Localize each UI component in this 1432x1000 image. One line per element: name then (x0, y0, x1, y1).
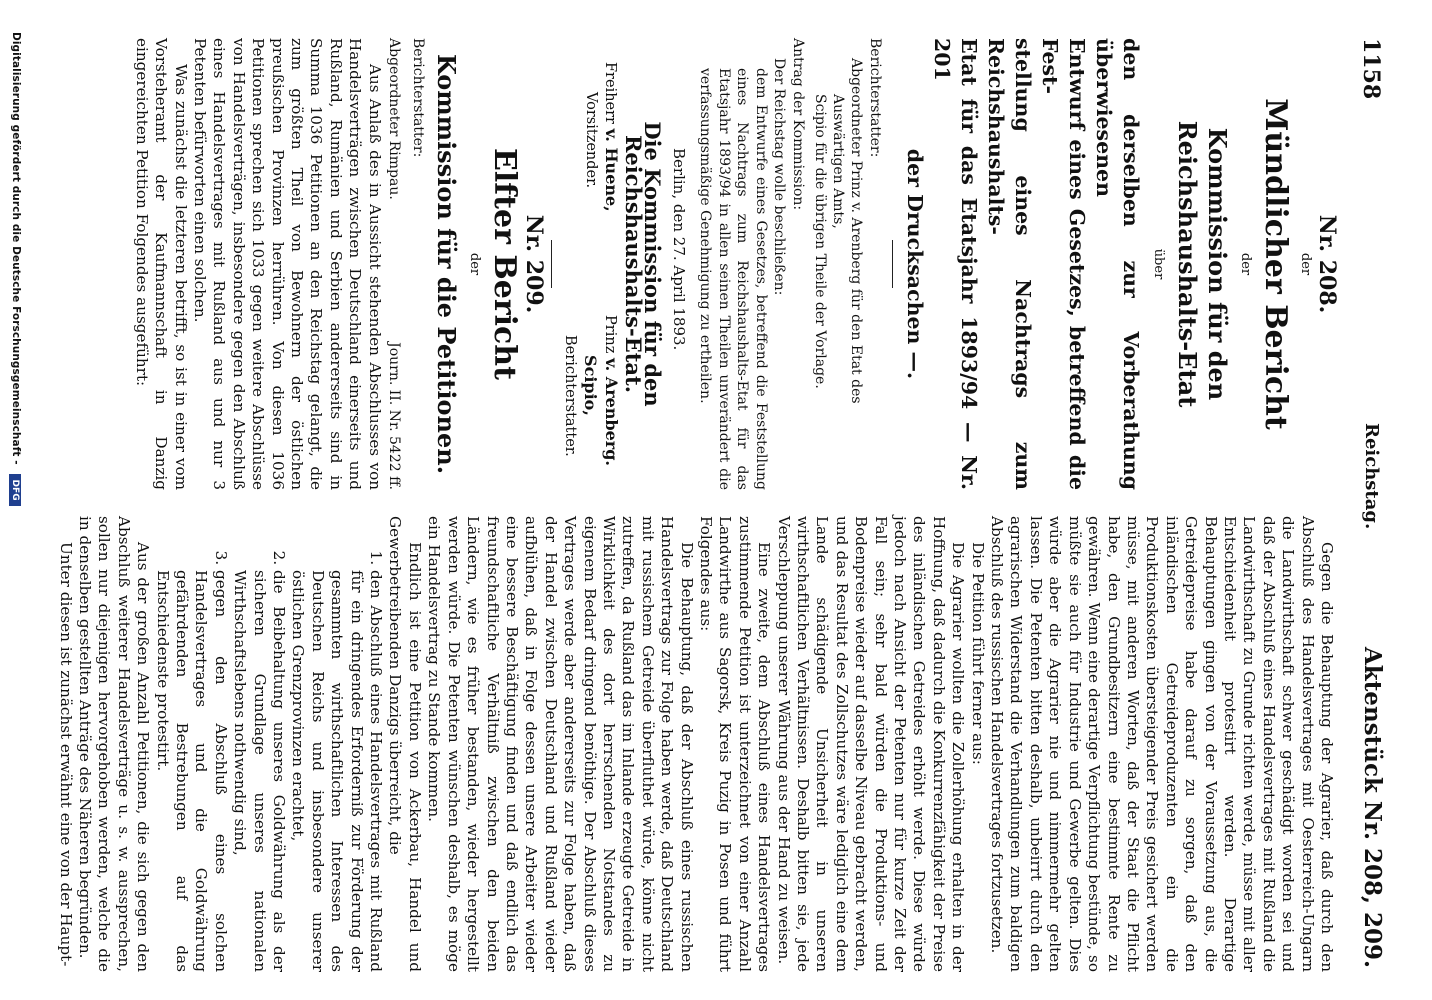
signature-rapporteurs (560, 315, 621, 466)
report-title-208: Mündlicher Bericht (1258, 98, 1294, 430)
paragraph: Gegen die Behauptung der Agrarier, daß durch den Abschluß des Handelsvertrages mit Oesterreich-Ungarn die Landwirthschaft schwer geschädigt worden sei und daß der Abschluß eines Handelsvertrages mit Rußland die Landwirthschaft zu Grunde richten werde, müsse mit aller Entschiedenheit protestirt werden. Derartige Behauptungen gingen von der Voraussetzung aus, die Getreidepreise habe darauf zu sorgen, daß den inländischen Getreideproduzenten ein die Produktionskosten übersteigender Preis gesichert werden müsse, mit anderen Worten, daß der Staat die Pflicht habe, den Grundbesitzern eine bestimmte Rente zu gewähren. Wenn eine derartige Verpflichtung bestünde, so müßte sie auch für Industrie und Gewerbe gelten. Dies würde aber die Agrarier nie und nimmermehr gelten lassen. Die Petenten bitten deshalb, unbeirrt durch den agrarischen Widerstand die Verhandlungen zum baldigen Abschluß des russischen Handelsvertrages fortzusetzen. (988, 516, 1336, 972)
paragraph: Die Behauptung, daß der Abschluß eines russischen Handelsvertrags zur Folge haben werde, daß Deutschland mit russischem Getreide überfluthet würde, könne nicht zutreffen, da Rußland das im Inlande erzeugte Getreide in Wirklichkeit des dort herrschenden Notstandes zu eigenem Bedarf dringend benöthige. Der Abschluß dieses Vertrages werde aber andererseits zur Folge haben, daß der Handel zwischen Deutschland und Rußland wieder aufblühen, daß in Folge dessen unsere Arbeiter wieder eine bessere Beschäftigung finden und daß endlich das freundschaftliche Verhältniß zwischen den beiden Ländern, wie es früher bestanden, wieder hergestellt werden würde. Die Petenten wünschen deshalb, es möge ein Handelsvertrag zu Stande kommen. (425, 516, 696, 972)
paragraph: Eine zweite, dem Abschluß eines Handelsvertrages zustimmende Petition ist unterzeichnet von einer Anzahl Landwirthe aus Sagorsk, Kreis Puzig in Posen und führt Folgendes aus: (697, 516, 774, 972)
rapporteur-name: Abgeordneter Rimpau. (386, 38, 403, 200)
petition-points-list (152, 516, 385, 972)
footer-text: Digitalisierung gefördert durch die Deutsche Forschungsgemeinschaft - (10, 32, 22, 465)
paragraph: Unter diesen ist zunächst erwähnt eine von der Haupt- (56, 542, 75, 967)
paragraph: Aus Anlaß des in Aussicht stehenden Abschlusses von Handelsverträgen zwischen Deutschland einerseits und Rußland, Rumänien und Serbien andererseits sind in Summa 1036 Petitionen an den Reichstag gelangt, die zum größten Theil von Bewohnern der östlichen preußischen Provinzen herrühren. Von diesen 1036 Petitionen sprechen sich 1033 gegen weitere Abschlüsse von Handelsverträgen, insbesondere gegen den Abschluß eines Handelsvertrages mit Rußland aus und nur 3 Petenten befürworten einen solchen. (191, 38, 384, 490)
list-item: 2. die Beibehaltung unseres Goldwährung als der sicheren Grundlage unseres nationalen Wirthschaftslebens nothwendig sind, (230, 570, 288, 972)
paragraph: Was zunächst die letzteren betrifft, so ist in einer vom Vorsteheramt der Kaufmannschaft in Danzig eingereichten Petition Folgendes ausgeführt: (132, 38, 190, 490)
report-title-209: Elfter Bericht (486, 148, 522, 380)
digitization-footer (9, 32, 22, 972)
subject-line: Entwurf eines Gesetzes, betreffend die Fest- (1038, 38, 1090, 490)
divider (892, 240, 893, 288)
der-line-3: der (466, 252, 482, 276)
signature-role: Vorsitzender. (583, 92, 600, 189)
commission-heading-petitions: Kommission für die Petitionen. (431, 53, 461, 475)
signature-role: Berichterstatter. (562, 335, 579, 457)
journal-reference: Journ. II. Nr. 5422 ff. (386, 342, 403, 490)
list-item: 3. gegen den Abschluß eines solchen Handelsvertrages und die Goldwährung gefährdenden Bestrebungen auf das Entschiedenste protestirt. (152, 570, 230, 972)
rapporteur-line: Abgeordneter Prinz v. Arenberg für den Etat des (847, 58, 864, 404)
report-subject (901, 38, 1144, 490)
subject-line: Etat für das Etatsjahr 1893/94 — Nr. 201 (930, 38, 982, 490)
rapporteur-line: Auswärtigen Amts, (829, 94, 846, 229)
left-column (132, 38, 1340, 490)
list-item: 1. den Abschluß eines Handelsvertrages mit Rußland für ein dringendes Erforderniß zur Förderung der gesammten wirthschaftlichen Interessen des Deutschen Reichs und insbesondere unserer östlichen Grenzprovinzen erachtet, (288, 570, 385, 972)
document-number-208: Nr. 208. (1314, 214, 1340, 314)
rapporteur-label-2: Berichterstatter: (409, 38, 426, 158)
divider (551, 240, 552, 288)
ueber-line: über (1150, 248, 1166, 280)
page-number: 1158 (1358, 38, 1384, 100)
motion-label: Antrag der Kommission: (789, 38, 806, 211)
signature-name: Scipio, (581, 355, 601, 416)
running-header (1350, 38, 1394, 968)
document-number-209: Nr. 209. (521, 214, 548, 314)
right-column (56, 516, 1336, 972)
signature-chair (560, 62, 621, 212)
signature-title: Freiherr (602, 62, 619, 124)
signatures (560, 38, 621, 490)
motion-intro: Der Reichstag wolle beschließen: (770, 58, 787, 296)
header-center-text: Reichstag. (1361, 423, 1382, 530)
rapporteur-line: Scipio für die übrigen Theile der Vorlage. (811, 94, 828, 389)
paragraph: Die Agrarier wollten die Zollerhöhung erhalten in der Hoffnung, daß dadurch die Konkurrenzfähigkeit der Preise des inländischen Getreides erhöht werde. Diese würde jedoch nach Ansicht der Petenten nur für kurze Zeit der Fall sein; sehr bald würden die Produktions- und Bodenpreise wieder auf dasselbe Niveau gebracht werden, und das Resultat des Zollschutzes wäre lediglich eine dem Lande schädigende Unsicherheit in unseren wirthschaftlichen Verhältnissen. Deshalb bitten sie, jede Verschleppung unserer Währung aus der Hand zu weisen. (774, 516, 968, 972)
paragraph: Aus der großen Anzahl Petitionen, die sich gegen den Abschluß weiterer Handelsverträge u. s. w. aussprechen, sollen nur diejenigen hervorgehoben werden, welche die in denselben gestellten Anträge des Näheren begründen. (76, 516, 153, 972)
paragraph: Endlich ist eine Petition von Ackerbau, Handel und Gewerbetreibenden Danzigs überreicht, die (386, 516, 424, 972)
dfg-logo: DFG (9, 474, 21, 505)
header-document-numbers: Aktenstück Nr. 208, 209. (1359, 646, 1386, 968)
signature-name: v. Huene, (602, 128, 622, 212)
subject-line: den derselben zur Vorberathung überwiesenen (1092, 38, 1144, 490)
paragraph: Die Petition führt ferner aus: (968, 542, 987, 765)
motion-text: dem Entwurfe eines Gesetzes, betreffend die Feststellung eines Nachtrags zum Reichshaushalts-Etat für das Etatsjahr 1893/94 in allen seinen Theilen unverändert die verfassungsmäßige Genehmigung zu ertheilen. (697, 68, 769, 490)
der-line-2: der (1238, 252, 1254, 276)
subject-line: stellung eines Nachtrags zum Reichshaushalts- (984, 38, 1036, 490)
der-line: der (1297, 252, 1313, 276)
commission-heading-budget: Kommission für den Reichshaushalts-Etat (1172, 120, 1232, 408)
rapporteur-journal-line (384, 38, 403, 490)
rapporteur-label: Berichterstatter: (867, 38, 884, 158)
subject-line-last: der Drucksachen —. (903, 148, 928, 380)
commission-signature-heading: Die Kommission für den Reichshaushalts-Etat. (620, 121, 666, 407)
signature-title: Prinz (602, 315, 619, 354)
signature-name: v. Arenberg. (602, 357, 622, 466)
date-line: Berlin, den 27. April 1893. (669, 148, 688, 351)
